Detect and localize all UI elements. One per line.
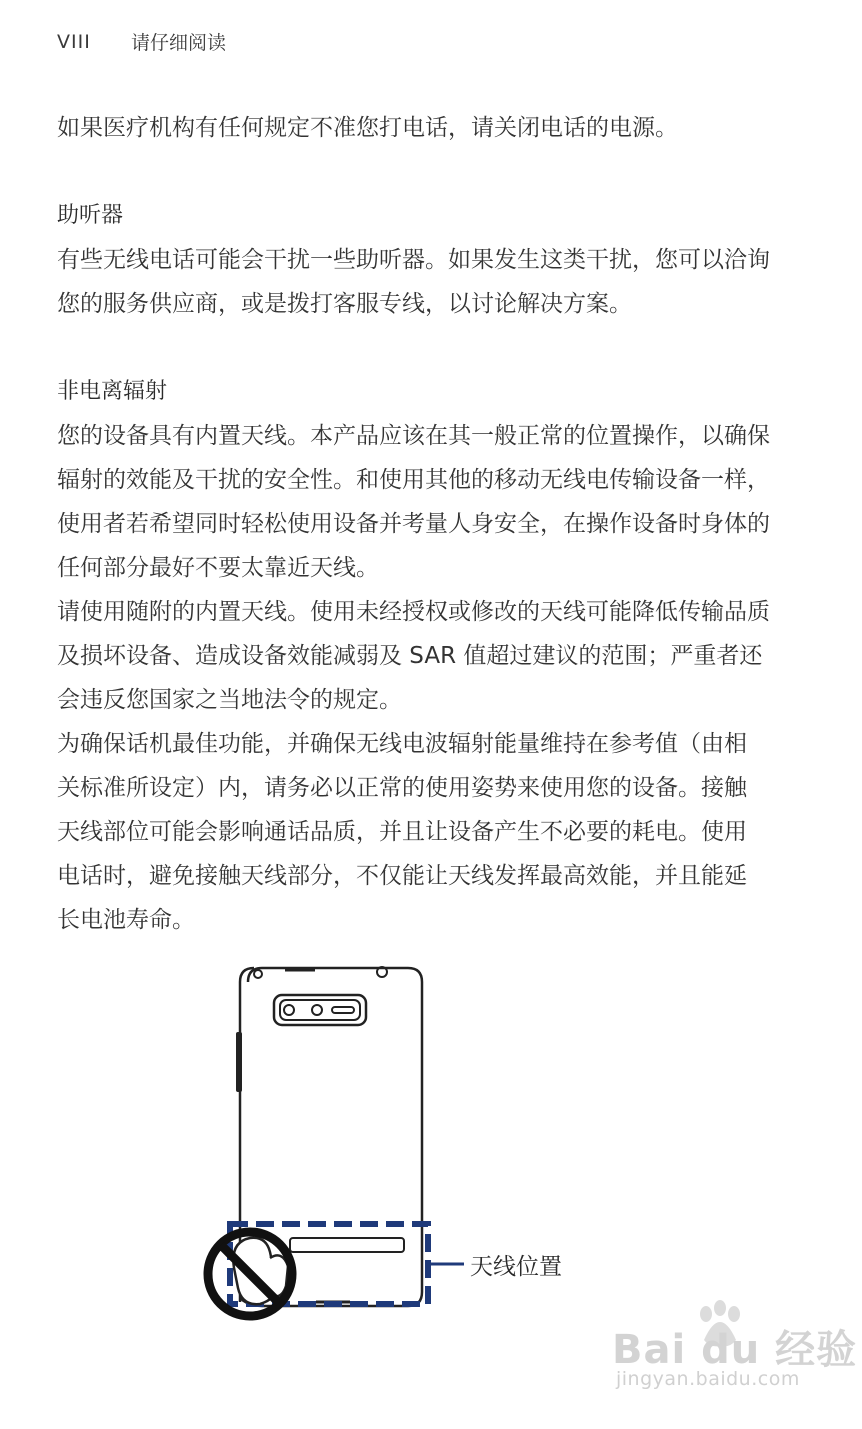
section-title: 请仔细阅读 xyxy=(131,32,227,54)
usage-line: 关标准所设定）内，请务必以正常的使用姿势来使用您的设备。接触 xyxy=(57,775,747,801)
antenna-line: 请使用随附的内置天线。使用未经授权或修改的天线可能降低传输品质 xyxy=(57,599,770,625)
antenna-figure xyxy=(190,962,610,1332)
usage-line: 天线部位可能会影响通话品质，并且让设备产生不必要的耗电。使用 xyxy=(57,819,747,845)
antenna-line: 会违反您国家之当地法令的规定。 xyxy=(57,687,402,713)
main-content xyxy=(57,106,807,942)
medical-paragraph: 如果医疗机构有任何规定不准您打电话，请关闭电话的电源。 xyxy=(57,115,678,141)
radiation-line: 辐射的效能及干扰的安全性。和使用其他的移动无线电传输设备一样， xyxy=(57,467,770,493)
radiation-line: 您的设备具有内置天线。本产品应该在其一般正常的位置操作，以确保 xyxy=(57,423,770,449)
usage-line: 长电池寿命。 xyxy=(57,907,195,933)
usage-line: 电话时，避免接触天线部分，不仅能让天线发挥最高效能，并且能延 xyxy=(57,863,747,889)
spacer xyxy=(57,150,807,194)
radiation-line: 使用者若希望同时轻松使用设备并考量人身安全，在操作设备时身体的 xyxy=(57,511,770,537)
page-header xyxy=(57,28,226,55)
watermark-brand: Bai du 经验 xyxy=(612,1327,858,1373)
hearing-aid-line: 有些无线电话可能会干扰一些助听器。如果发生这类干扰，您可以洽询 xyxy=(57,247,770,273)
watermark-url: jingyan.baidu.com xyxy=(616,1368,800,1390)
antenna-line: 及损坏设备、造成设备效能减弱及 SAR 值超过建议的范围；严重者还 xyxy=(57,643,763,669)
spacer xyxy=(57,326,807,370)
usage-line: 为确保话机最佳功能，并确保无线电波辐射能量维持在参考值（由相 xyxy=(57,731,747,757)
antenna-position-label: 天线位置 xyxy=(470,1254,562,1280)
page-number: VIII xyxy=(57,30,91,53)
non-ionizing-heading: 非电离辐射 xyxy=(57,379,168,404)
baidu-watermark xyxy=(612,1300,858,1400)
hearing-aid-heading: 助听器 xyxy=(57,203,124,228)
radiation-line: 任何部分最好不要太靠近天线。 xyxy=(57,555,379,581)
hearing-aid-line: 您的服务供应商，或是拨打客服专线，以讨论解决方案。 xyxy=(57,291,632,317)
